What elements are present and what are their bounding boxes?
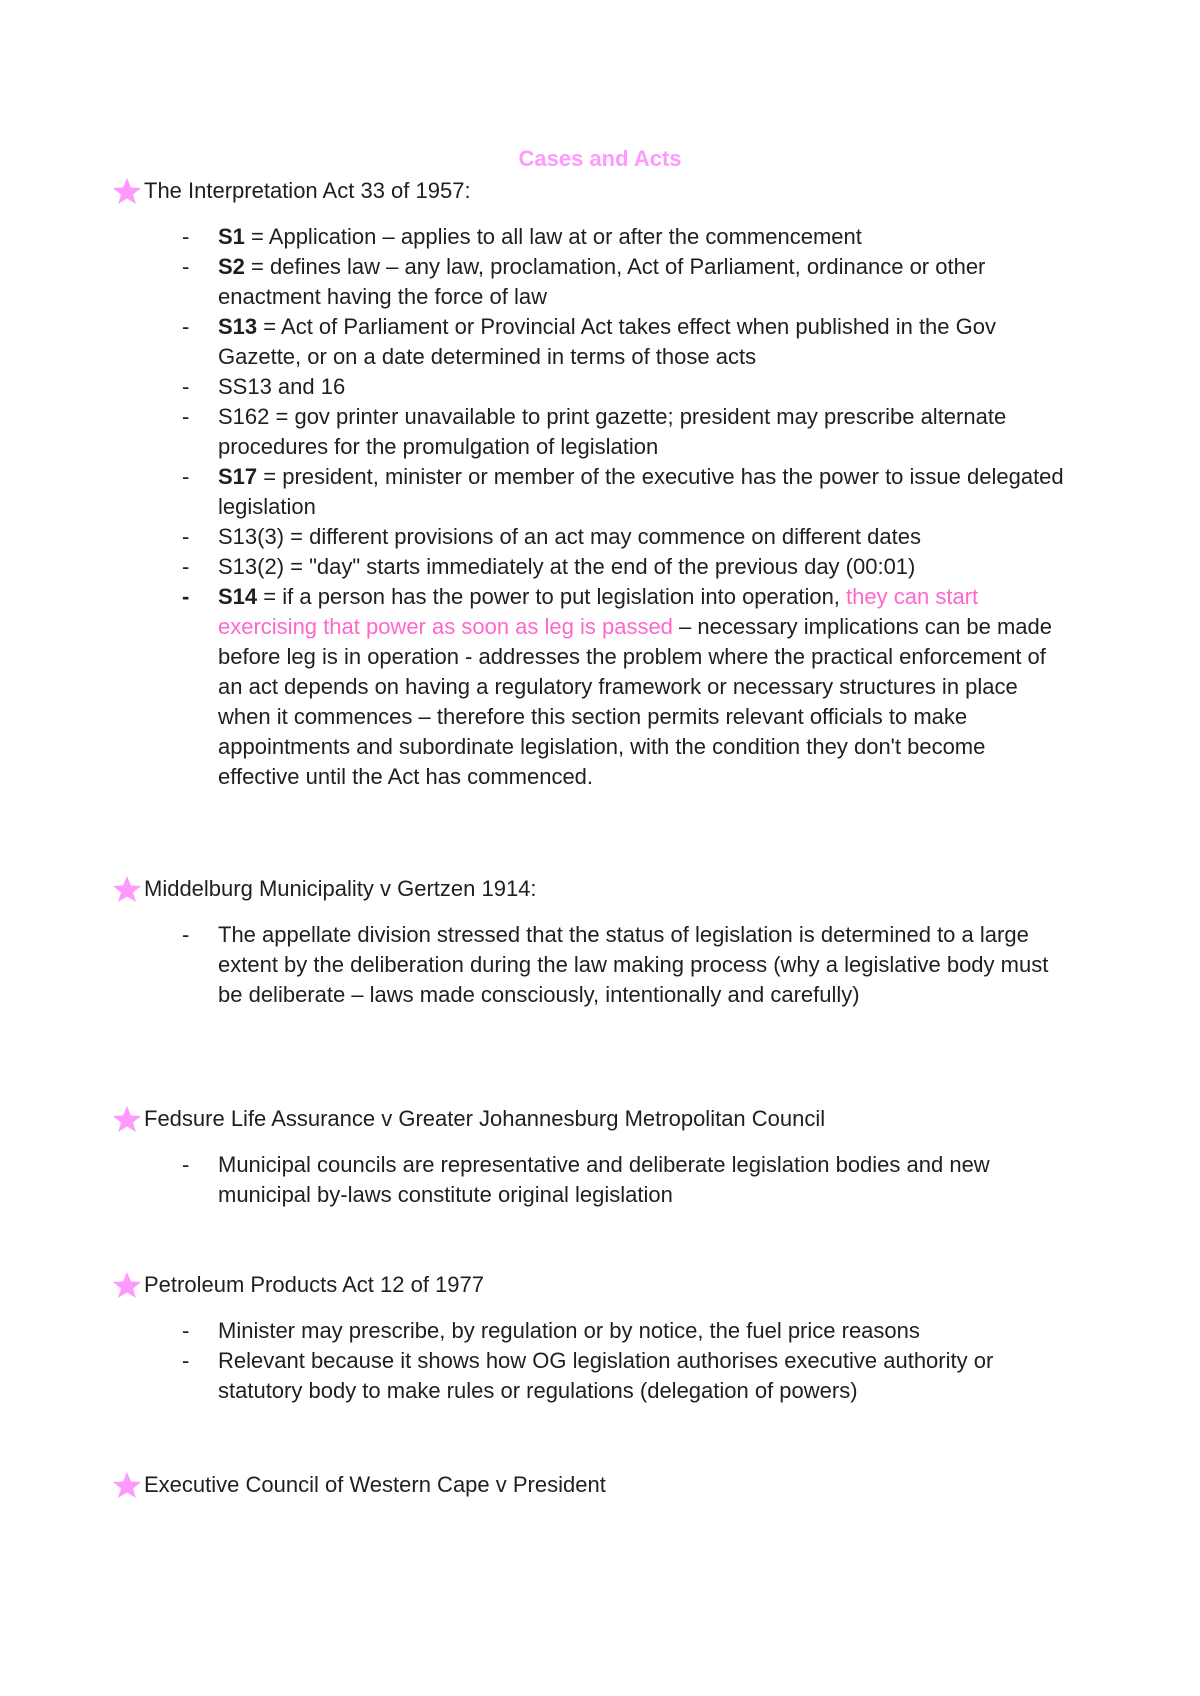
list-dash: -	[182, 224, 190, 249]
section-heading-text: Fedsure Life Assurance v Greater Johannesburg Metropolitan Council	[144, 1106, 826, 1131]
list-item	[112, 462, 1072, 522]
section-label: S1	[218, 224, 245, 249]
pink-star-icon	[112, 177, 142, 205]
section-heading-text: The Interpretation Act 33 of 1957:	[144, 178, 471, 203]
section-heading	[112, 1470, 1072, 1500]
section-label: S14	[218, 584, 258, 609]
item-text: = if a person has the power to put legislation into operation,	[257, 584, 847, 609]
pink-star-icon	[112, 1471, 142, 1499]
section-heading-text: Middelburg Municipality v Gertzen 1914:	[144, 876, 537, 901]
list-dash: -	[182, 1318, 190, 1343]
pink-star-icon	[112, 1271, 142, 1299]
section-list	[112, 1316, 1072, 1406]
item-text: S13(2) = "day" starts immediately at the end of the previous day (00:01)	[218, 554, 916, 579]
list-item	[112, 222, 1072, 252]
section-fedsure	[112, 1104, 1072, 1210]
list-dash: -	[182, 464, 190, 489]
list-dash: -	[182, 314, 190, 339]
item-text: Minister may prescribe, by regulation or by notice, the fuel price reasons	[218, 1318, 920, 1343]
list-dash: -	[182, 584, 190, 609]
list-dash: -	[182, 404, 190, 429]
section-label: S13	[218, 314, 258, 339]
list-dash: -	[182, 524, 190, 549]
list-item	[112, 522, 1072, 552]
section-middelburg	[112, 874, 1072, 1010]
page-title: Cases and Acts	[518, 146, 682, 171]
section-petroleum-act	[112, 1270, 1072, 1406]
item-text: S13(3) = different provisions of an act may commence on different dates	[218, 524, 921, 549]
section-executive-council	[112, 1470, 1072, 1500]
list-item	[112, 1316, 1072, 1346]
list-dash: -	[182, 554, 190, 579]
list-item	[112, 1150, 1072, 1210]
section-label: S2	[218, 254, 245, 279]
section-heading	[112, 1270, 1072, 1300]
item-text: = president, minister or member of the executive has the power to issue delegated legislation	[218, 464, 1064, 519]
list-item	[112, 402, 1072, 462]
list-dash: -	[182, 1348, 190, 1373]
section-heading	[112, 1104, 1072, 1134]
item-text: S162 = gov printer unavailable to print gazette; president may prescribe alternate procedures for the promulgation of legislation	[218, 404, 1007, 459]
section-list	[112, 1150, 1072, 1210]
item-text: The appellate division stressed that the status of legislation is determined to a large extent by the deliberation during the law making process (why a legislative body must be deliberate – laws made consciously, intentionally and carefully)	[218, 922, 1049, 1007]
item-text: – necessary implications can be made before leg is in operation - addresses the problem where the practical enforcement of an act depends on having a regulatory framework or necessary structures in place when it commences – therefore this section permits relevant officials to make appointments and subordinate legislation, with the condition they don't become effective until the Act has commenced.	[218, 614, 1053, 789]
item-text: = defines law – any law, proclamation, Act of Parliament, ordinance or other enactment having the force of law	[218, 254, 986, 309]
list-dash: -	[182, 254, 190, 279]
list-dash: -	[182, 374, 190, 399]
section-label: S17	[218, 464, 258, 489]
list-item	[112, 312, 1072, 372]
list-item	[112, 920, 1072, 1010]
list-item	[112, 552, 1072, 582]
item-text: Relevant because it shows how OG legislation authorises executive authority or statutory body to make rules or regulations (delegation of powers)	[218, 1348, 994, 1403]
list-item	[112, 372, 1072, 402]
list-dash: -	[182, 1152, 190, 1177]
list-item	[112, 252, 1072, 312]
pink-star-icon	[112, 875, 142, 903]
section-list	[112, 920, 1072, 1010]
list-item	[112, 582, 1072, 792]
item-text: Municipal councils are representative and deliberate legislation bodies and new municipal by-laws constitute original legislation	[218, 1152, 990, 1207]
section-heading	[112, 874, 1072, 904]
section-interpretation-act	[112, 176, 1072, 792]
section-heading	[112, 176, 1072, 206]
section-list	[112, 222, 1072, 792]
list-dash: -	[182, 922, 190, 947]
item-text: = Application – applies to all law at or after the commencement	[244, 224, 862, 249]
list-item	[112, 1346, 1072, 1406]
pink-star-icon	[112, 1105, 142, 1133]
item-text: SS13 and 16	[218, 374, 346, 399]
highlighted-text: they can start exercising that power as soon as leg is passed	[218, 584, 979, 639]
section-heading-text: Petroleum Products Act 12 of 1977	[144, 1272, 484, 1297]
section-heading-text: Executive Council of Western Cape v President	[144, 1472, 606, 1497]
item-text: = Act of Parliament or Provincial Act takes effect when published in the Gov Gazette, or on a date determined in terms of those acts	[218, 314, 996, 369]
